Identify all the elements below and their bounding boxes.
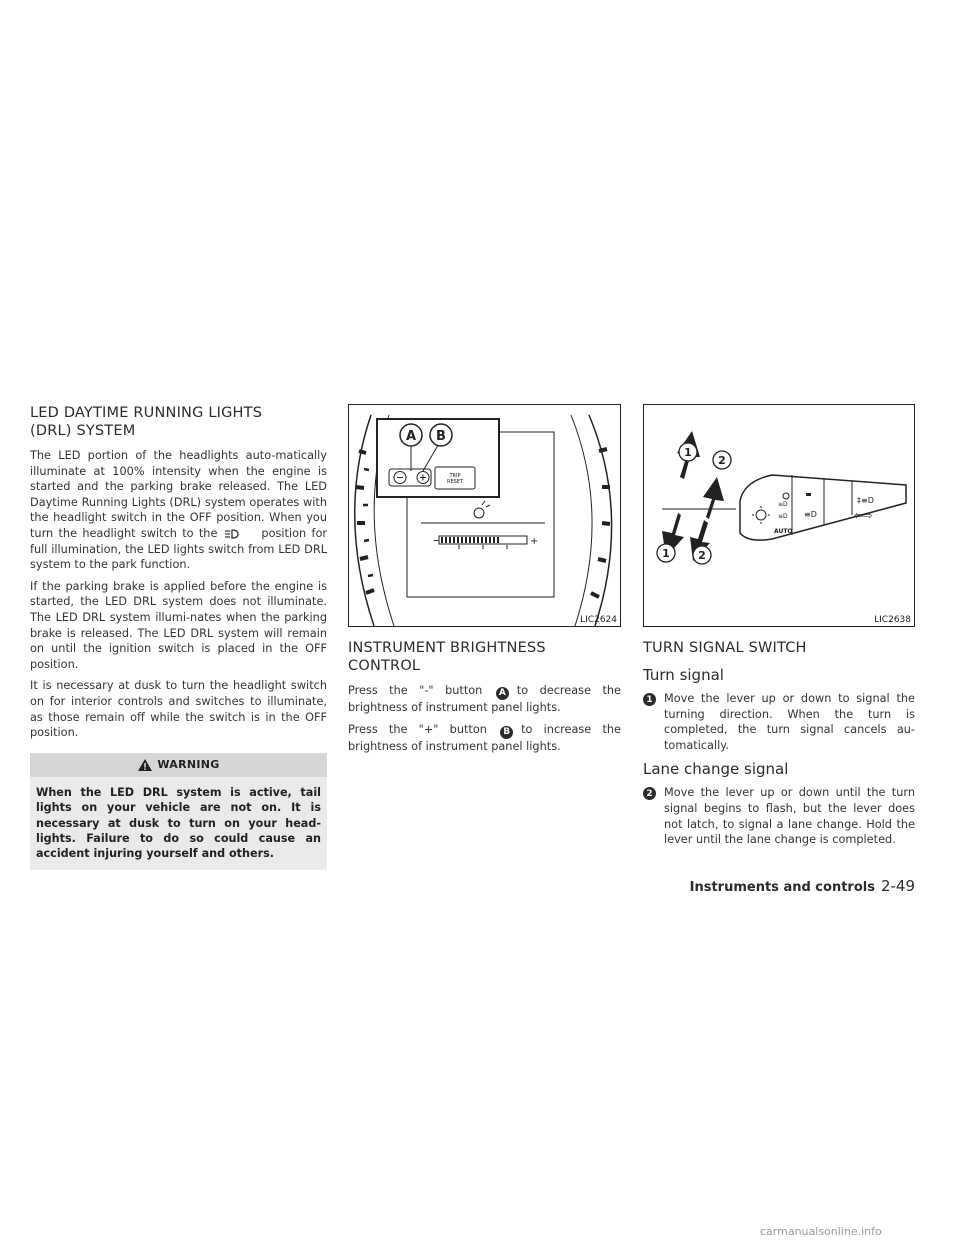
fig-number-2-up: 2 — [718, 454, 726, 467]
lane-change-item-2-text: Move the lever up or down until the turn signal begins to flash, but the lever does not latch, to signal a lane change. Hold the lever until the lane change is completed. — [664, 786, 915, 847]
brightness-p2-before: Press the "+" button — [348, 722, 487, 736]
turn-signal-section — [643, 404, 915, 854]
svg-text:≡D: ≡D — [778, 501, 788, 508]
callout-a: A — [405, 429, 417, 444]
turn-signal-figure — [643, 404, 915, 627]
drl-heading-line2: (DRL) SYSTEM — [30, 423, 136, 439]
brightness-paragraph-2 — [348, 722, 621, 755]
instrument-brightness-section — [348, 404, 621, 761]
brightness-heading-line1: INSTRUMENT BRIGHTNESS — [348, 640, 546, 656]
svg-text:+: + — [530, 536, 539, 547]
marker-a: A — [496, 687, 509, 700]
instrument-cluster-illustration — [349, 405, 620, 626]
drl-heading — [30, 404, 327, 440]
brightness-heading-line2: CONTROL — [348, 658, 421, 674]
drl-heading-line1: LED DAYTIME RUNNING LIGHTS — [30, 405, 263, 421]
watermark: carmanualsonline.info — [760, 1225, 882, 1238]
drl-p1-part-b: position for full illumination, the LED lights switch from LED DRL system to the park function. — [30, 526, 328, 572]
instrument-brightness-figure — [348, 404, 621, 627]
drl-section — [30, 404, 327, 870]
svg-text:≡D: ≡D — [804, 510, 817, 519]
fig-number-2-down: 2 — [698, 549, 706, 562]
figure-code: LIC2638 — [874, 615, 911, 625]
footer-section-title: Instruments and controls — [689, 880, 875, 895]
warning-box — [30, 753, 327, 870]
warning-title: WARNING — [157, 758, 220, 772]
turn-signal-heading: TURN SIGNAL SWITCH — [643, 640, 807, 656]
headlight-icon — [223, 528, 241, 540]
turn-signal-item-1 — [643, 691, 915, 753]
fig-number-1-down: 1 — [662, 547, 670, 560]
warning-header — [30, 753, 327, 777]
drl-paragraph-2: If the parking brake is applied before the engine is started, the LED DRL system does not illuminate. The LED DRL system illumi-nates when the parking brake is released. The LED DRL system will remain on until the ignition switch is placed in the OFF position. — [30, 579, 327, 671]
drl-paragraph-3: It is necessary at dusk to turn the headlight switch on for interior controls and switches to illuminate, as those remain off while the switch is in the OFF position. — [30, 679, 327, 740]
brightness-heading — [348, 639, 621, 675]
trip-label: TRIP — [449, 473, 461, 479]
fig-number-1-up: 1 — [684, 446, 692, 459]
lane-change-subheading: Lane change signal — [643, 760, 789, 779]
drl-p1-part-a: The LED portion of the headlights auto-matically illuminate at 100% intensity when the engine is started and the parking brake released. The LED Daytime Running Lights (DRL) system operates with the headlight switch in the OFF position. When you turn the headlight switch to the — [30, 449, 327, 540]
callout-b: B — [436, 429, 446, 444]
brightness-p1-after: to decrease the brightness of instrument panel lights. — [348, 684, 622, 715]
turn-signal-lever-illustration — [644, 405, 914, 626]
warning-text: When the LED DRL system is active, tail lights on your vehicle are not on. It is necessary at dusk to turn on your head-lights. Failure to do so could cause an accident injuring yourself and others. — [30, 777, 327, 870]
brightness-paragraph-1 — [348, 683, 621, 716]
lane-change-item-2 — [643, 785, 915, 847]
figure-code: LIC2624 — [580, 615, 617, 625]
svg-text:‡≡D: ‡≡D — [857, 496, 874, 505]
brightness-p2-after: to increase the brightness of instrument panel lights. — [348, 722, 621, 754]
turn-signal-item-1-text: Move the lever up or down to signal the turning direction. When the turn is completed, the turn signal cancels au-tomatically. — [664, 692, 915, 752]
svg-text:–: – — [433, 533, 439, 547]
page-footer — [690, 877, 915, 895]
warning-triangle-icon — [137, 758, 153, 772]
svg-text:≡D: ≡D — [778, 513, 788, 520]
page-number: 2-49 — [880, 877, 915, 895]
marker-b: B — [500, 726, 513, 739]
marker-2: 2 — [643, 787, 656, 800]
turn-signal-subheading: Turn signal — [643, 666, 724, 684]
drl-paragraph-1 — [30, 448, 327, 573]
svg-text:⇦⇨: ⇦⇨ — [854, 509, 873, 522]
reset-label: RESET — [446, 479, 464, 485]
auto-label: AUTO — [774, 528, 793, 535]
marker-1: 1 — [643, 693, 656, 706]
brightness-p1-before: Press the "-" button — [348, 684, 483, 697]
